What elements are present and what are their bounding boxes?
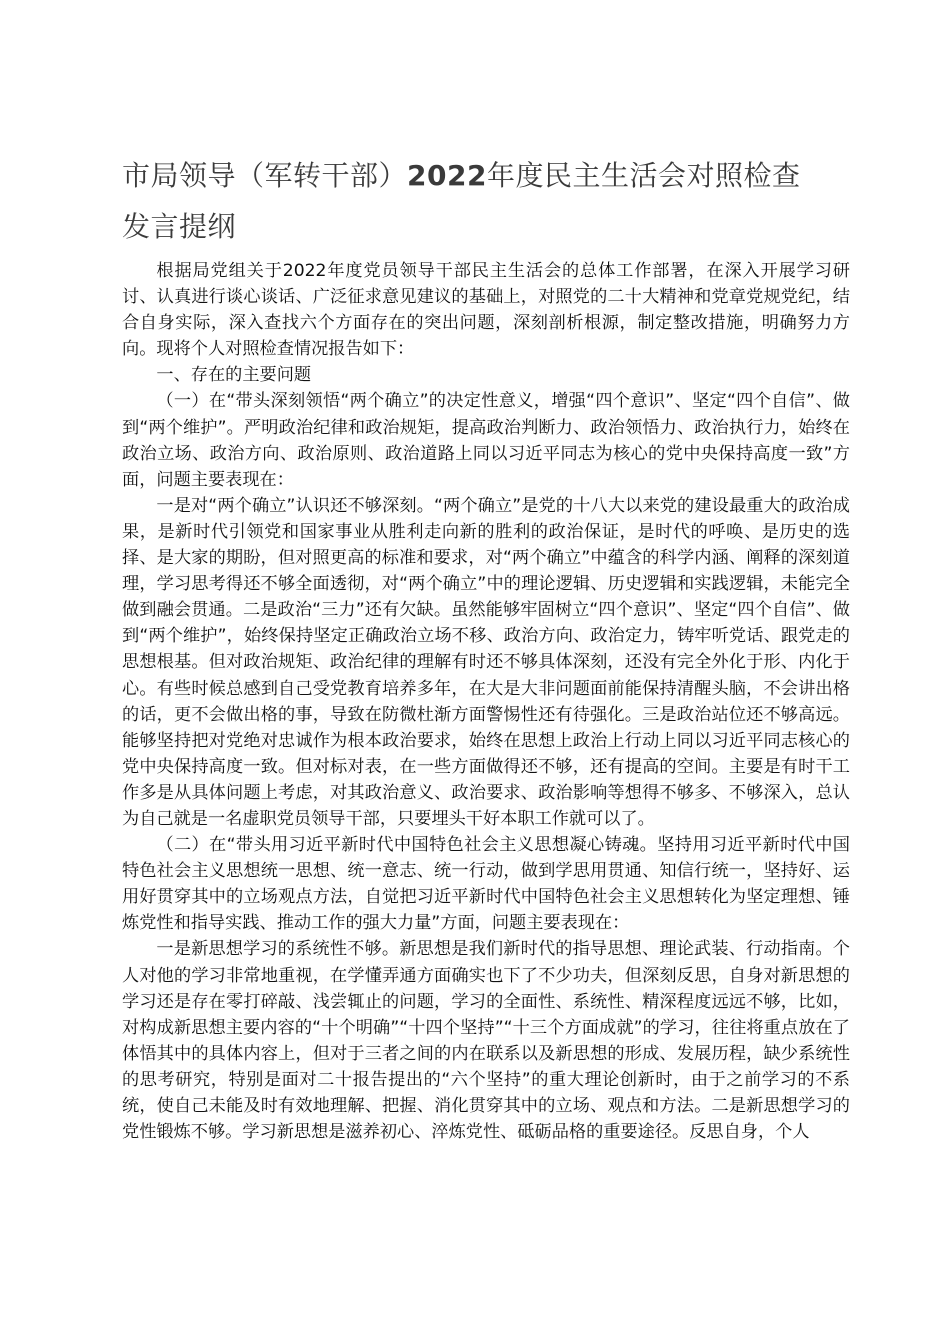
document-body [122, 258, 850, 1145]
section-heading: 一、存在的主要问题 [156, 365, 312, 386]
subsection-1-body: 一是对“两个确立”认识还不够深刻。“两个确立”是党的十八大以来党的建设最重大的政治成果，是新时代引领党和国家事业从胜利走向新的胜利的政治保证，是时代的呼唤、是历史的选择、是大家的期盼，但对照更高的标准和要求，对“两个确立”中蕴含的科学内涵、阐释的深刻道理，学习思考得还不够全面透彻，对“两个确立”中的理论逻辑、历史逻辑和实践逻辑，未能完全做到融会贯通。二是政治“三力”还有欠缺。虽然能够牢固树立“四个意识”、坚定“四个自信”、做到“两个维护”，始终保持坚定正确政治立场不移、政治方向、政治定力，铸牢听党话、跟党走的思想根基。但对政治规矩、政治纪律的理解有时还不够具体深刻，还没有完全外化于形、内化于心。有些时候总感到自己受党教育培养多年，在大是大非问题面前能保持清醒头脑，不会讲出格的话，更不会做出格的事，导致在防微杜渐方面警惕性还有待强化。三是政治站位还不够高远。能够坚持把对党绝对忠诚作为根本政治要求，始终在思想上政治上行动上同以习近平同志核心的党中央保持高度一致。但对标对表，在一些方面做得还不够，还有提高的空间。主要是有时干工作多是从具体问题上考虑，对其政治意义、政治要求、政治影响等想得不够多、不够深入，总认为自己就是一名虚职党员领导干部，只要埋头干好本职工作就可以了。 [122, 495, 850, 829]
title-prefix: 市局领导（军转干部） [122, 159, 408, 192]
intro-paragraph: 根据局党组关于2022年度党员领导干部民主生活会的总体工作部署，在深入开展学习研讨、认真进行谈心谈话、广泛征求意见建议的基础上，对照党的二十大精神和党章党规党纪，结合自身实际，深入查找六个方面存在的突出问题，深刻剖析根源，制定整改措施，明确努力方向。现将个人对照检查情况报告如下： [122, 261, 850, 360]
title-suffix: 年度民主生活会对照检查 [486, 159, 801, 192]
title-year: 2022 [407, 159, 487, 192]
subsection-2-heading: （二）在“带头用习近平新时代中国特色社会主义思想凝心铸魂。坚持用习近平新时代中国特色社会主义思想统一思想、统一意志、统一行动，做到学思用贯通、知信行统一，坚持好、运用好贯穿其中的立场观点方法，自觉把习近平新时代中国特色社会主义思想转化为坚定理想、锤炼党性和指导实践、推动工作的强大力量”方面，问题主要表现在： [122, 835, 850, 934]
document-title [122, 150, 842, 252]
subsection-1-heading: （一）在“带头深刻领悟“两个确立”的决定性意义，增强“四个意识”、坚定“四个自信”、做到“两个维护”。严明政治纪律和政治规矩，提高政治判断力、政治领悟力、政治执行力，始终在政治立场、政治方向、政治原则、政治道路上同以习近平同志为核心的党中央保持高度一致”方面，问题主要表现在： [122, 391, 850, 490]
title-line-2: 发言提纲 [122, 210, 237, 243]
subsection-2-body: 一是新思想学习的系统性不够。新思想是我们新时代的指导思想、理论武装、行动指南。个人对他的学习非常地重视，在学懂弄通方面确实也下了不少功夫，但深刻反思，自身对新思想的学习还是存在零打碎敲、浅尝辄止的问题，学习的全面性、系统性、精深程度远远不够，比如，对构成新思想主要内容的“十个明确”“十四个坚持”“十三个方面成就”的学习，往往将重点放在了体悟其中的具体内容上，但对于三者之间的内在联系以及新思想的形成、发展历程，缺少系统性的思考研究，特别是面对二十报告提出的“六个坚持”的重大理论创新时，由于之前学习的不系统，使自己未能及时有效地理解、把握、消化贯穿其中的立场、观点和方法。二是新思想学习的党性锻炼不够。学习新思想是滋养初心、淬炼党性、砥砺品格的重要途径。反思自身，个人 [122, 939, 850, 1143]
